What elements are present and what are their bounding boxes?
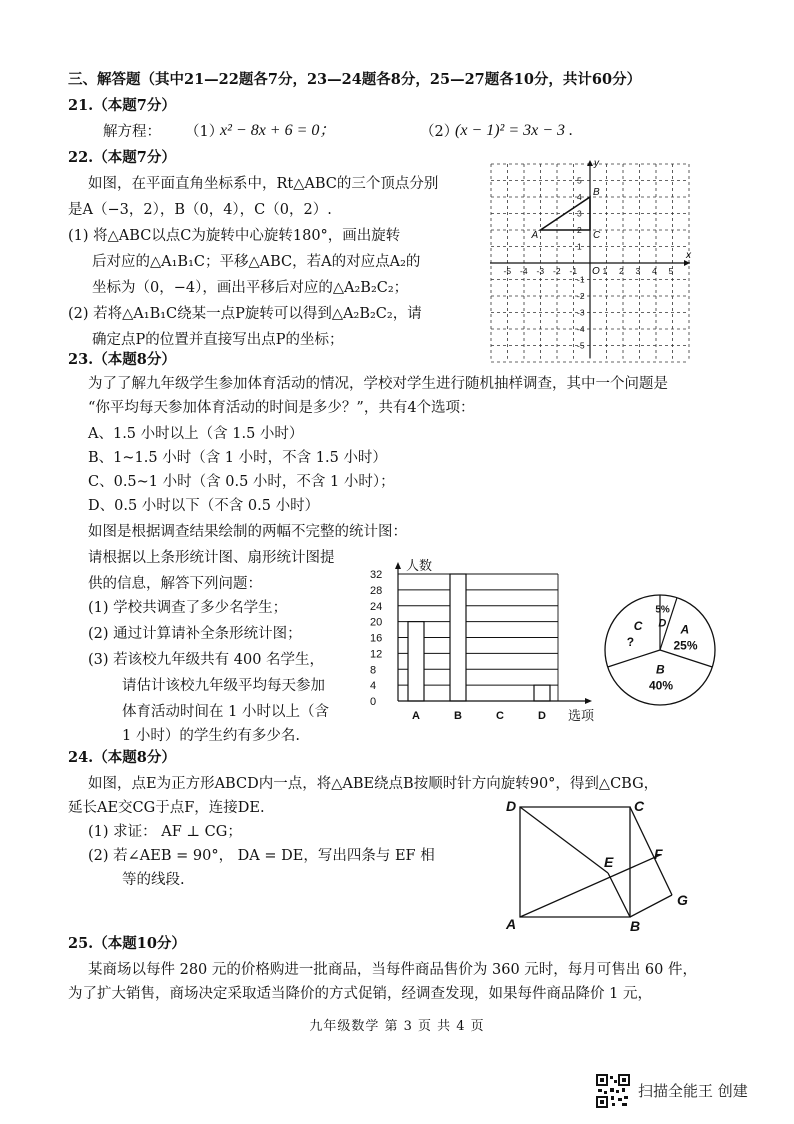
q21-eq2-label: （2） [420,124,459,140]
pie-category-label: C [633,618,643,633]
point-label-A: A [531,230,539,241]
q22-line: 如图，在平面直角坐标系中，Rt△ABC的三个顶点分别 [88,176,439,192]
q23-intro2: “你平均每天参加体育活动的时间是多少？”，共有4个选项： [88,400,475,416]
scanner-watermark: 扫描全能王 创建 [638,1082,748,1100]
x-axis-label: x [686,250,691,261]
x-tick-label: 2 [619,266,624,276]
bar-D [534,685,550,701]
bar-chart-category: D [538,710,546,722]
bar-chart-ylabel: 人数 [406,559,433,574]
segment-BG [630,895,672,917]
q22-line: (2) 若将△A₁B₁C绕某一点P旋转可以得到△A₂B₂C₂，请 [68,306,422,322]
q22-coordinate-grid [486,158,696,364]
q23-bar-chart [360,556,610,728]
q21-eq1-label: （1） [185,124,224,140]
y-tick-label: 1 [577,241,582,252]
q21-prompt: 解方程： [103,124,161,140]
q23-question: 请根据以上条形统计图、扇形统计图提 [88,550,335,566]
y-tick-label: 4 [577,192,582,202]
segment-AF [520,855,660,917]
q24-line2: 延长AE交CG于点F，连接DE. [68,800,265,816]
x-tick-label: 1 [602,266,608,276]
bar-chart-category: C [496,710,504,722]
pie-category-label: D [658,617,667,630]
bar-chart-ytick: 8 [370,664,377,677]
y-tick-label: -2 [577,291,585,301]
q24-line1: 如图，点E为正方形ABCD内一点，将△ABE绕点B按顺时针方向旋转90°，得到△CBG， [88,776,659,792]
bar-chart-ytick: 24 [370,600,383,613]
bar-chart-ytick: 20 [370,616,383,629]
point-label-E: E [604,854,614,870]
bar-chart-ytick: 0 [370,696,377,708]
q23-question: (2) 通过计算请补全条形统计图； [88,626,302,642]
y-tick-label: -1 [577,274,585,285]
q25-header: 25.（本题10分） [68,935,186,952]
x-tick-label: -3 [536,266,545,276]
x-tick-label: -2 [553,266,561,276]
point-label-D: D [506,798,517,814]
point-label-F: F [654,846,663,862]
y-tick-label: -4 [577,324,585,334]
q24-part1: (1) 求证： AF ⊥ CG； [88,824,242,840]
q21-eq1: x² − 8x + 6 = 0； [220,122,336,139]
x-tick-label: 5 [668,266,674,276]
q22-line: 坐标为（0，−4），画出平移后对应的△A₂B₂C₂； [92,280,409,296]
q23-pie-chart [600,590,720,710]
pie-value-label: 40% [649,678,674,693]
x-tick-label: -5 [503,266,512,276]
point-label-C: C [634,798,645,814]
bar-chart-category: B [454,710,462,722]
q25-line2: 为了扩大销售，商场决定采取适当降价的方式促销，经调查发现，如果每件商品降价 1 元， [68,986,652,1002]
q24-header: 24.（本题8分） [68,749,176,766]
origin-label: O [592,266,600,277]
q23-question: 供的信息，解答下列问题： [88,576,262,592]
q23-question: 请估计该校九年级平均每天参加 [122,678,325,694]
q23-header: 23.（本题8分） [68,351,176,368]
bar-chart-xlabel: 选项 [568,709,595,724]
qr-code-icon [596,1074,630,1108]
q25-line1: 某商场以每件 280 元的价格购进一批商品，当每件商品售价为 360 元时，每月可售出 60 件， [88,962,697,978]
q23-option: D、0.5 小时以下（不含 0.5 小时） [88,498,320,514]
x-tick-label: 4 [652,266,657,276]
q21-header: 21.（本题7分） [68,97,176,114]
segment-BE [608,873,630,917]
pie-value-label: 25% [673,638,698,653]
pie-category-label: B [656,662,665,677]
pie-value-label: 5% [655,604,670,616]
y-tick-label: 2 [577,225,582,235]
bar-chart-ytick: 28 [370,584,383,597]
pie-category-label: A [680,622,690,637]
page-footer: 九年级数学 第 3 页 共 4 页 [309,1019,485,1034]
bar-A [408,622,424,701]
q23-option: A、1.5 小时以上（含 1.5 小时） [88,426,304,442]
square-ABCD [520,807,630,917]
q23-question: (1) 学校共调查了多少名学生； [88,600,288,616]
bar-chart-ytick: 12 [370,648,383,661]
q22-line: 是A（−3，2），B（0，4），C（0，2）. [68,202,332,218]
y-tick-label: 3 [577,208,582,219]
q23-option: B、1~1.5 小时（含 1 小时，不含 1.5 小时） [88,450,387,466]
q23-question: 1 小时）的学生约有多少名. [122,728,300,744]
q22-header: 22.（本题7分） [68,149,176,166]
bar-chart-ytick: 4 [370,680,377,693]
y-tick-label: 5 [577,175,582,186]
bar-chart-ytick: 16 [370,632,383,645]
point-label-A: A [506,916,517,932]
q23-question: (3) 若该校九年级共有 400 名学生， [88,652,325,668]
x-tick-label: -1 [569,266,578,276]
segment-CG [630,807,672,895]
segment-DE [520,807,608,873]
q22-line: 后对应的△A₁B₁C；平移△ABC，若A的对应点A₂的 [92,254,421,270]
y-tick-label: -5 [577,340,585,351]
q23-intro1: 为了了解九年级学生参加体育活动的情况，学校对学生进行随机抽样调查，其中一个问题是 [88,376,668,392]
q24-part2a: (2) 若∠AEB = 90°， DA = DE，写出四条与 EF 相 [88,848,435,864]
point-label-B: B [593,187,600,198]
y-tick-label: -3 [577,307,585,318]
y-axis-label: y [594,158,599,169]
q24-part2b: 等的线段. [122,872,185,888]
bar-chart-ytick: 32 [370,569,383,581]
bar-B [450,574,466,701]
q23-option: C、0.5~1 小时（含 0.5 小时，不含 1 小时）； [88,474,395,490]
point-label-G: G [677,892,688,908]
pie-value-label: ? [626,634,635,649]
x-tick-label: -4 [520,266,528,276]
q21-eq2: (x − 1)² = 3x − 3 . [455,122,574,139]
q23-figure-intro: 如图是根据调查结果绘制的两幅不完整的统计图： [88,524,407,540]
q24-square-figure [500,795,700,935]
point-label-B: B [630,918,641,934]
q22-line: (1) 将△ABC以点C为旋转中心旋转180°，画出旋转 [68,228,401,244]
point-label-C: C [593,230,601,241]
section-title: 三、解答题（其中21—22题各7分，23—24题各8分，25—27题各10分，共计60分） [68,71,642,88]
bar-chart-category: A [412,710,420,722]
x-tick-label: 3 [635,266,641,276]
q22-line: 确定点P的位置并直接写出点P的坐标； [92,332,344,348]
q23-question: 体育活动时间在 1 小时以上（含 [122,704,329,720]
